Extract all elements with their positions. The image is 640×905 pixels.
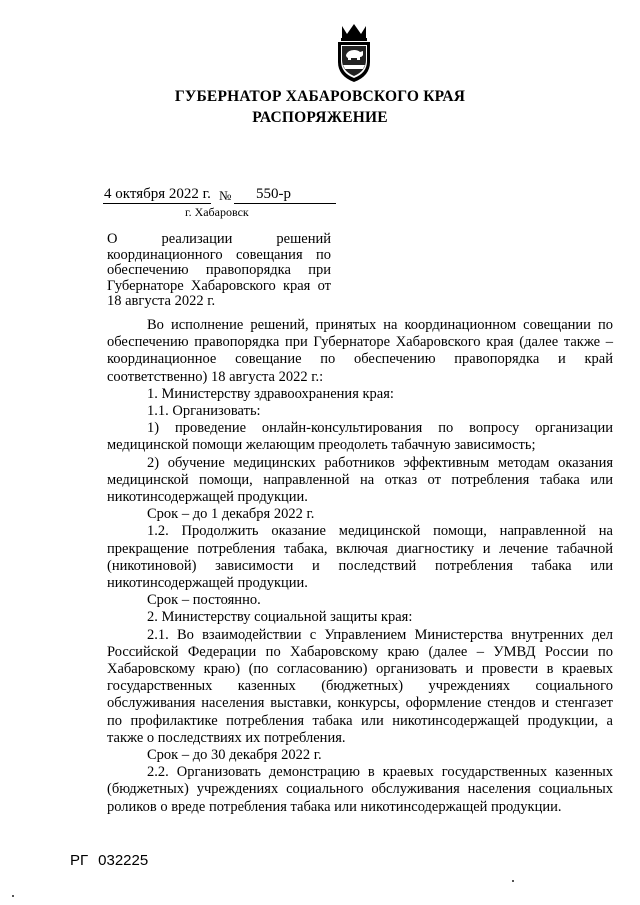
paragraph: 2) обучение медицинских работников эффективным методам оказания медицинской помощи, направленной на отказ от потребления табака или никотинсодержащей продукции.	[107, 454, 613, 506]
deadline-text: Срок – постоянно.	[147, 592, 261, 609]
paragraph: 2.2. Организовать демонстрацию в краевых государственных казенных (бюджетных) учреждениях социального обслуживания населения социальных роликов о вреде потребления табака или никотинсодержащей продукции.	[107, 764, 613, 815]
deadline-text: Срок – до 1 декабря 2022 г.	[147, 506, 315, 523]
form-serial	[70, 852, 158, 869]
document-type: РАСПОРЯЖЕНИЕ	[252, 109, 388, 126]
document-body	[107, 317, 613, 816]
deadline-text: Срок – до 30 декабря 2022 г.	[147, 747, 322, 764]
paragraph: 1. Министерству здравоохранения края:	[147, 385, 394, 402]
date-underline	[103, 203, 211, 204]
scan-speck	[512, 880, 514, 882]
paragraph: 2. Министерству социальной защиты края:	[147, 609, 413, 626]
city-label: г. Хабаровск	[185, 205, 249, 219]
document-number: 550-р	[256, 186, 291, 202]
paragraph: 2.1. Во взаимодействии с Управлением Министерства внутренних дел Российской Федерации по Хабаровскому краю (далее – УМВД России по Хабаровскому краю) (по согласованию) организовать и провести в краевых государственных казенных (бюджетных) учреждениях социального обслуживания населения выставки, конкурсы, оформление стендов и стенгазет по профилактике потребления табака или никотинсодержащей продукции, а также о последствиях их потребления.	[107, 626, 613, 746]
number-underline	[234, 203, 336, 204]
paragraph: 1.1. Организовать:	[147, 403, 261, 420]
paragraph: Во исполнение решений, принятых на координационном совещании по обеспечению правопорядка при Губернаторе Хабаровского края (далее также – координационное совещание по обеспечению правопорядка и край соответственно) 18 августа 2022 г.:	[107, 317, 613, 385]
scan-speck	[12, 895, 14, 897]
paragraph: 1) проведение онлайн-консультирования по вопросу организации медицинской помощи желающим преодолеть табачную зависимость;	[107, 420, 613, 454]
coat-of-arms-icon	[332, 22, 376, 84]
paragraph: 1.2. Продолжить оказание медицинской помощи, направленной на прекращение потребления табака, включая диагностику и лечение табачной (никотиновой) зависимости и последствий потребления табака или никотинсодержащей продукции.	[107, 523, 613, 592]
form-serial-number: 032225	[98, 852, 149, 869]
page-title: ГУБЕРНАТОР ХАБАРОВСКОГО КРАЯ	[174, 88, 466, 105]
form-series: РГ	[70, 852, 89, 869]
document-subject: О реализации решений координационного совещания по обеспечению правопорядка при Губернаторе Хабаровского края от 18 августа 2022 г.	[107, 231, 331, 310]
document-date: 4 октября 2022 г.	[104, 186, 211, 202]
number-sign: №	[219, 188, 232, 203]
